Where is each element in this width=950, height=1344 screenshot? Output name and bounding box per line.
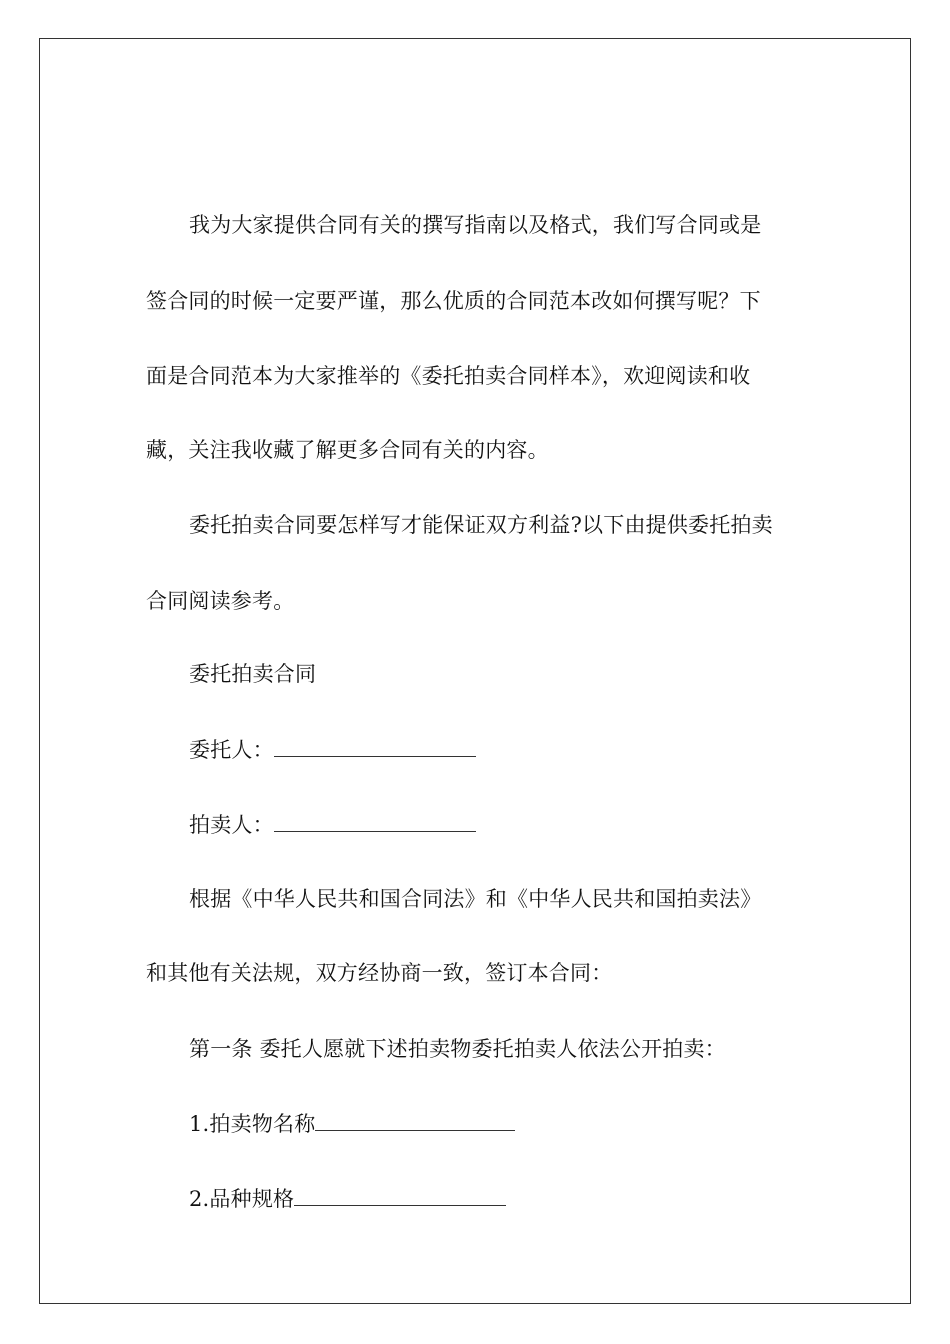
question-line-1: 委托拍卖合同要怎样写才能保证双方利益?以下由提供委托拍卖 <box>189 513 773 537</box>
item-1-row <box>189 1108 515 1139</box>
basis-line-1: 根据《中华人民共和国合同法》和《中华人民共和国拍卖法》 <box>189 887 762 911</box>
item-1-blank <box>315 1108 515 1131</box>
principal-blank <box>274 734 476 757</box>
item-2-row <box>189 1183 506 1214</box>
article-1: 第一条 委托人愿就下述拍卖物委托拍卖人依法公开拍卖： <box>189 1037 726 1061</box>
item-1-label: 1.拍卖物名称 <box>189 1112 316 1136</box>
item-2-label: 2.品种规格 <box>189 1187 295 1211</box>
contract-title: 委托拍卖合同 <box>189 662 317 686</box>
intro-line-2: 签合同的时候一定要严谨，那么优质的合同范本改如何撰写呢？下 <box>146 289 761 313</box>
auctioneer-row <box>189 809 476 840</box>
basis-line-2: 和其他有关法规，双方经协商一致，签订本合同： <box>146 961 613 985</box>
intro-line-4: 藏，关注我收藏了解更多合同有关的内容。 <box>146 438 549 462</box>
auctioneer-label: 拍卖人： <box>189 813 274 837</box>
intro-line-1: 我为大家提供合同有关的撰写指南以及格式，我们写合同或是 <box>189 213 762 237</box>
auctioneer-blank <box>274 809 476 832</box>
question-line-2: 合同阅读参考。 <box>146 589 295 613</box>
item-2-blank <box>294 1183 506 1206</box>
intro-line-3: 面是合同范本为大家推举的《委托拍卖合同样本》，欢迎阅读和收 <box>146 364 751 388</box>
principal-label: 委托人： <box>189 738 274 762</box>
principal-row <box>189 734 476 765</box>
